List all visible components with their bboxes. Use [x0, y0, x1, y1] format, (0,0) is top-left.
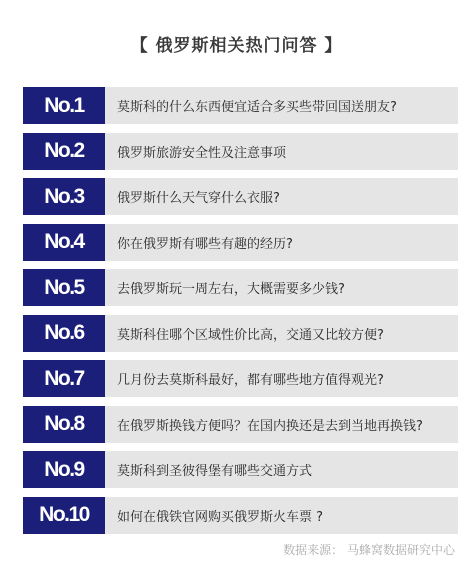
list-item [23, 315, 458, 352]
rank-badge: No.3 [23, 178, 105, 215]
question-text: 俄罗斯什么天气穿什么衣服? [105, 178, 458, 215]
list-item [23, 360, 458, 397]
rank-badge: No.6 [23, 315, 105, 352]
rank-badge: No.10 [23, 497, 105, 534]
question-text: 莫斯科的什么东西便宜适合多买些带回国送朋友? [105, 87, 458, 124]
rank-badge: No.1 [23, 87, 105, 124]
question-text: 俄罗斯旅游安全性及注意事项 [105, 133, 458, 170]
qa-list [23, 87, 458, 542]
list-item [23, 224, 458, 261]
page-title: 【 俄罗斯相关热门问答 】 [130, 36, 343, 56]
list-item [23, 178, 458, 215]
list-item [23, 497, 458, 534]
question-text: 如何在俄铁官网购买俄罗斯火车票 ? [105, 497, 458, 534]
rank-badge: No.5 [23, 269, 105, 306]
rank-badge: No.9 [23, 451, 105, 488]
list-item [23, 269, 458, 306]
list-item [23, 133, 458, 170]
list-item [23, 406, 458, 443]
question-text: 去俄罗斯玩一周左右，大概需要多少钱? [105, 269, 458, 306]
rank-badge: No.7 [23, 360, 105, 397]
question-text: 在俄罗斯换钱方便吗？在国内换还是去到当地再换钱? [105, 406, 458, 443]
rank-badge: No.2 [23, 133, 105, 170]
list-item [23, 87, 458, 124]
rank-badge: No.8 [23, 406, 105, 443]
data-source-note: 数据来源： 马蜂窝数据研究中心 [283, 543, 455, 557]
list-item [23, 451, 458, 488]
question-text: 莫斯科住哪个区域性价比高，交通又比较方便? [105, 315, 458, 352]
question-text: 几月份去莫斯科最好，都有哪些地方值得观光? [105, 360, 458, 397]
question-text: 莫斯科到圣彼得堡有哪些交通方式 [105, 451, 458, 488]
rank-badge: No.4 [23, 224, 105, 261]
question-text: 你在俄罗斯有哪些有趣的经历? [105, 224, 458, 261]
